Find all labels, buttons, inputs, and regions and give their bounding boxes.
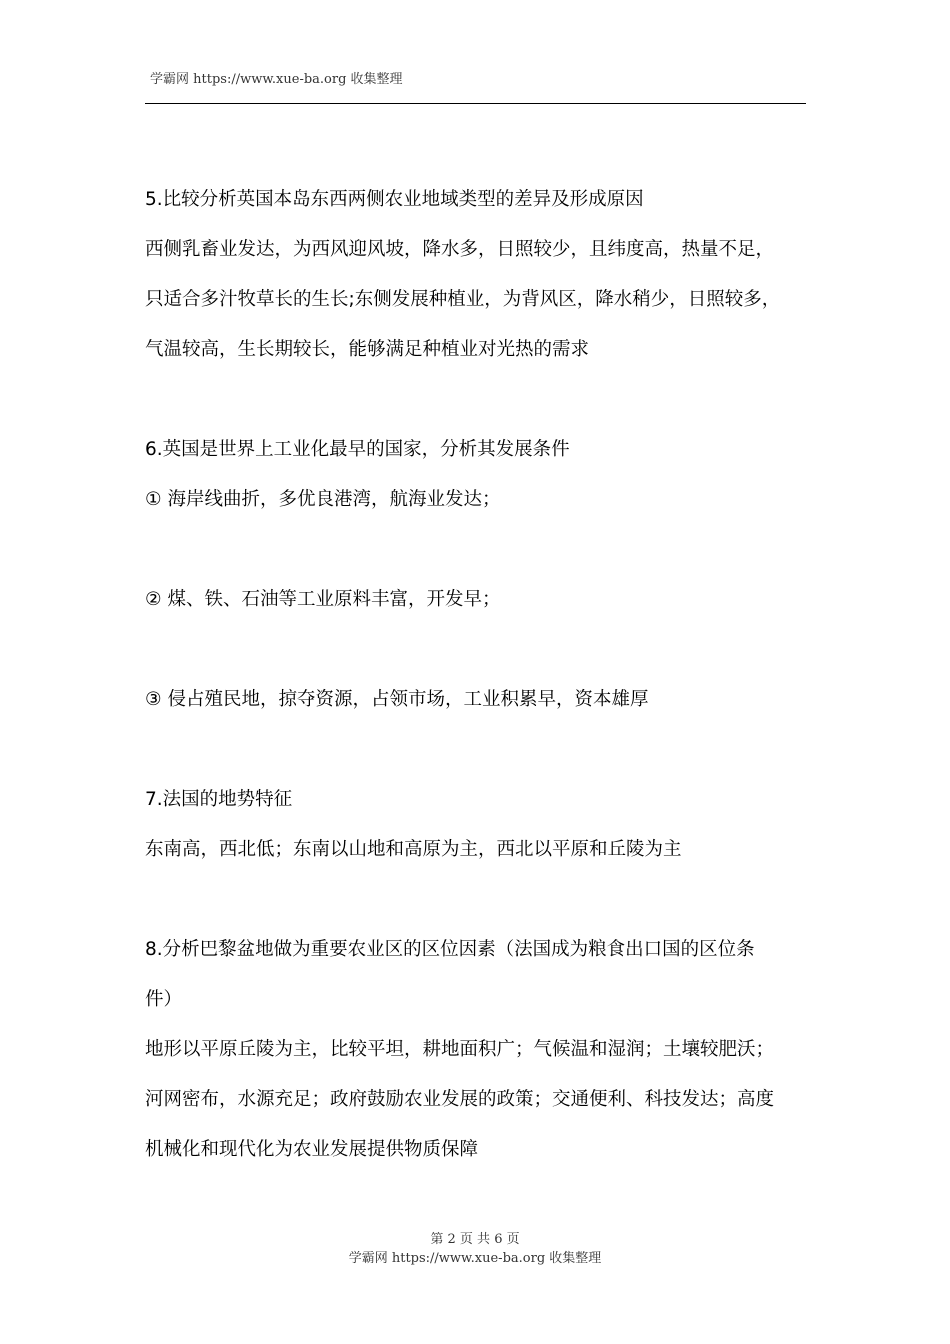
section-q8 <box>145 932 810 1182</box>
answer-line: 西侧乳畜业发达，为西风迎风坡，降水多，日照较少，且纬度高，热量不足， <box>145 239 775 260</box>
spacer <box>145 382 810 432</box>
question-title: 6.英国是世界上工业化最早的国家，分析其发展条件 <box>145 439 570 460</box>
question-title: 7.法国的地势特征 <box>145 789 293 810</box>
answer-line: 只适合多汁牧草长的生长;东侧发展种植业，为背风区，降水稍少，日照较多， <box>145 289 781 310</box>
document-body <box>145 182 810 1182</box>
question-title: 5.比较分析英国本岛东西两侧农业地域类型的差异及形成原因 <box>145 189 644 210</box>
section-q6 <box>145 432 810 732</box>
spacer <box>145 532 810 582</box>
section-q7 <box>145 782 810 882</box>
page-header: 学霸网 https://www.xue-ba.org 收集整理 <box>150 72 403 87</box>
question-title: 8.分析巴黎盆地做为重要农业区的区位因素（法国成为粮食出口国的区位条 <box>145 939 755 960</box>
spacer <box>145 632 810 682</box>
page-number: 第 2 页 共 6 页 <box>430 1232 520 1247</box>
answer-item: ② 煤、铁、石油等工业原料丰富，开发早； <box>145 589 501 610</box>
answer-item: ① 海岸线曲折，多优良港湾，航海业发达； <box>145 489 501 510</box>
page-footer: 学霸网 https://www.xue-ba.org 收集整理 <box>348 1251 602 1266</box>
answer-line: 东南高，西北低；东南以山地和高原为主，西北以平原和丘陵为主 <box>145 839 682 860</box>
header-divider <box>145 103 806 104</box>
question-title-continued: 件） <box>145 989 183 1010</box>
answer-item: ③ 侵占殖民地，掠夺资源，占领市场，工业积累早，资本雄厚 <box>145 689 649 710</box>
answer-line: 机械化和现代化为农业发展提供物质保障 <box>145 1139 479 1160</box>
answer-line: 气温较高，生长期较长，能够满足种植业对光热的需求 <box>145 339 590 360</box>
section-q5 <box>145 182 810 382</box>
answer-line: 地形以平原丘陵为主，比较平坦，耕地面积广；气候温和湿润；土壤较肥沃； <box>145 1039 775 1060</box>
spacer <box>145 882 810 932</box>
answer-line: 河网密布，水源充足；政府鼓励农业发展的政策；交通便利、科技发达；高度 <box>145 1089 775 1110</box>
spacer <box>145 732 810 782</box>
